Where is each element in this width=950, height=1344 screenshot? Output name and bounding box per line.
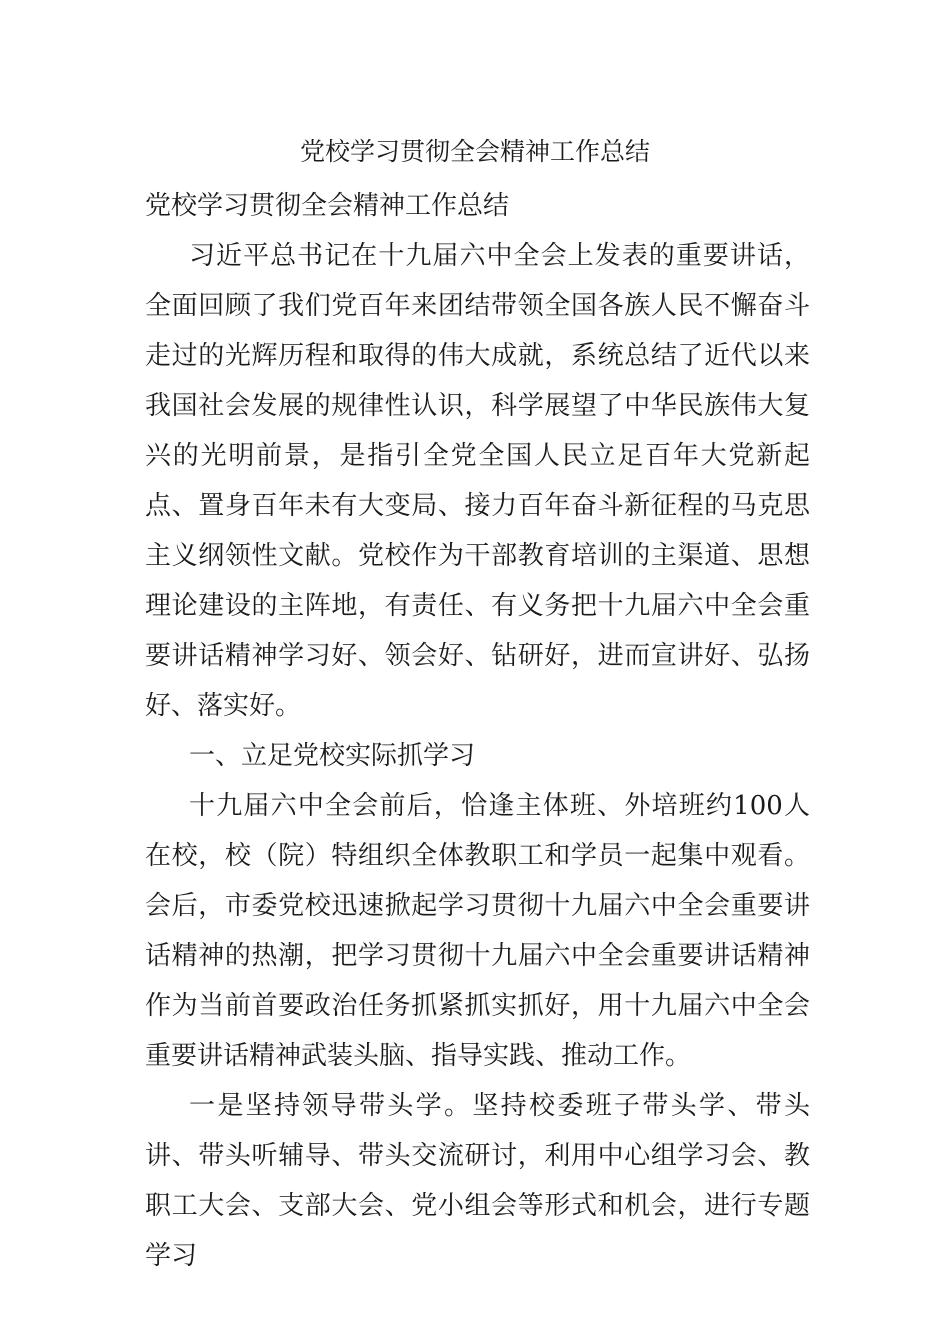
document-body: [145, 181, 810, 1281]
intro-paragraph: 习近平总书记在十九届六中全会上发表的重要讲话，全面回顾了我们党百年来团结带领全国各族人民不懈奋斗走过的光辉历程和取得的伟大成就，系统总结了近代以来我国社会发展的规律性认识，科学展望了中华民族伟大复兴的光明前景，是指引全党全国人民立足百年大党新起点、置身百年未有大变局、接力百年奋斗新征程的马克思主义纲领性文献。党校作为干部教育培训的主渠道、思想理论建设的主阵地，有责任、有义务把十九届六中全会重要讲话精神学习好、领会好、钻研好，进而宣讲好、弘扬好、落实好。: [145, 241, 810, 721]
document-title: 党校学习贯彻全会精神工作总结: [299, 137, 650, 166]
section-heading-1: 一、立足党校实际抓学习: [189, 741, 476, 771]
document-subtitle: 党校学习贯彻全会精神工作总结: [145, 191, 510, 221]
point-1-paragraph: 一是坚持领导带头学。坚持校委班子带头学、带头讲、带头听辅导、带头交流研讨，利用中心组学习会、教职工大会、支部大会、党小组会等形式和机会，进行专题学习: [145, 1091, 810, 1271]
section-1-paragraph: 十九届六中全会前后，恰逢主体班、外培班约100人在校，校（院）特组织全体教职工和学员一起集中观看。会后，市委党校迅速掀起学习贯彻十九届六中全会重要讲话精神的热潮，把学习贯彻十九届六中全会重要讲话精神作为当前首要政治任务抓紧抓实抓好，用十九届六中全会重要讲话精神武装头脑、指导实践、推动工作。: [145, 791, 810, 1071]
